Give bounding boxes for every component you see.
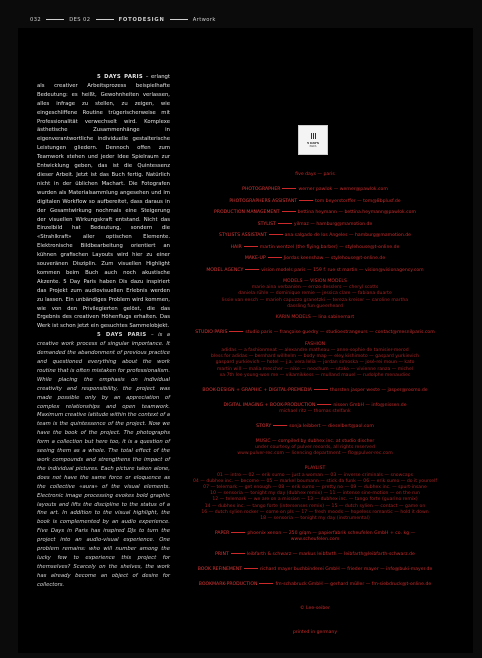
credit-line: [190, 582, 440, 588]
article-body-en: – is a creative work process of singular importance. It demanded the abandonment of previous practice and questioned everything about the work routine that is often mistaken for professionalism. While placing the emphasis on individual creativity and responsibility, the project was made possible only by an appreciation of complex relationships and open teamwork. Maximum creative latitude within the context of a team is the quintessence of the project. Now we have the book of the project. The photographs form a collection but here too, it is a question of seeing them as a whole. The total effect of the work compounds and strengthens the impact of the individual pictures. Each picture taken alone, does not have the same force or eloquence as the collective «aura» of the visual elements. Electronic image processing evokes bold graphic layouts and lifts the discipline to the status of a fine art. In addition to the visual highlight, the book is complemented by an audio experience. Five Days in Paris has inspired DJs to turn the project into an audio-visual experience. One problem remains: who will number among the lucky few to experience this project for themselves? Scarcely on the shelves, the work has already become an object of desire for collectors.: [37, 332, 170, 588]
credit-value: studio paris — françoise guedry — studioestrangeurs — contact@mesnilparis.com: [245, 330, 435, 336]
credit-rule: [268, 257, 282, 258]
credit-value: werner pawlok — werner@pawlok.com: [298, 187, 388, 192]
credit-subline: 14 — dubhex inc. — tango forte (intersenses remix) — 15 — dutch sylien — contact — game on: [204, 503, 426, 509]
credit-line: [190, 567, 440, 573]
credit-value: bettina heymann — bettina.heymann@pawlok.com: [297, 210, 416, 215]
subsection-label: Artwork: [192, 17, 216, 23]
credit-role: BOOK REFINEMENT: [197, 567, 243, 573]
credits-list: [190, 172, 440, 636]
credit-value: leibfarth & schwarz — markus leibfarth — leibfarth@leibfarth-schwarz.de: [246, 552, 415, 558]
article-lead-en: 5 DAYS PARIS: [97, 332, 147, 339]
credit-heading: © Lee-seiber: [300, 606, 330, 612]
credit-role: PHOTOGRAPHERS ASSISTANT: [229, 198, 298, 204]
spacer: [190, 573, 440, 582]
credit-rule: [282, 188, 296, 189]
credit-subline: gaspard yurkievich — hotel — j.a. vera lelia — jordan simoska — josé-rei moun — kato: [215, 360, 415, 366]
credit-subline: adidas — a fashionmeat — alexandre matheau — anne-sophie de tamisier-merod: [221, 348, 409, 354]
credit-rule: [244, 246, 258, 247]
credit-role: PAPER: [214, 531, 230, 537]
credit-role: HAIR: [230, 244, 242, 250]
credit-subline: www.pulver-rec.com — licencing department — flo@pulver-rec.com: [237, 451, 393, 457]
credit-role: BOOK-DESIGN + GRAPHIC + DIGITAL-PREMEDIA: [202, 387, 312, 393]
credits-title: five days — paris: [295, 172, 335, 177]
credit-value: phoenix xenon — 250 g/qm — papierfabrik scheufelen GmbH + co. kg — www.scheufelen.com: [247, 531, 416, 543]
credit-role: STUDIO PARIS: [195, 330, 228, 336]
credit-value: yilmaz — hamburg@mamotion.de: [293, 221, 373, 227]
credit-rule: [245, 269, 259, 270]
spacer: [190, 394, 440, 403]
spacer: [190, 415, 440, 424]
credit-line: [190, 233, 440, 239]
credit-line: [190, 388, 440, 394]
credit-heading: printed in germany: [292, 629, 338, 635]
spacer: [190, 178, 440, 187]
credit-rule: [282, 211, 296, 212]
spacer: [190, 558, 440, 567]
article-body-de: – erlangt als creativer Arbeitsprozess beispielhafte Bedeutung: es heißt, Gewohnheiten verlassen, alles infrage zu stellen, zu zeigen, wie eingeschliffene Routine trügerischerweise mit Professionalität verwechselt wird. Komplexe ästhetische Zusammenhänge in eigenverantwortliche individuelle gestalterische Leistungen gliedern. Dennoch offen zum Teamwork stehen und jeder Idee Spielraum zur Entwicklung geben, das ist die Quintessenz dieser Arbeit. Jetzt ist das Buch fertig. Natürlich nicht in der üblichen Machart. Die Fotografen wurden als Materialsammlung angesehen und im digitalen Workflow so aufbereitet, dass daraus in der Gesamtwirkung nochmals eine Steigerung der visuellen Wirkungskraft entstand. Nicht das Einzelbild hat Bedeutung, sondern die «Strahlkraft» aller optischen Elemente. Elektronische Bildbearbeitung orientiert an kühnen grafischen Layouts wird hier zu einer souveränen Disziplin. Zum visuellen Highlight kommen beim Buch auch noch akustische Akzente. 5 Day Paris haben Dis dazu inspiriert das Projekt zum audiovisuellen Erlebnis werden zu lassen. Ein unbändiges Problem wird kommen, wie von den Privilegierten gelöst, die das Ergebnis des creativen Höhenflugs erhalten. Das Werk ist schon jetzt ein gesuchtes Sammelobjekt.: [37, 74, 170, 330]
credit-value: nissen GmbH — info@nissen.de: [333, 402, 407, 408]
credit-role: MAKE-UP: [244, 256, 266, 261]
credit-subline: marie aina verbanien — ernzo desslers — cheryl scotts: [251, 285, 379, 291]
credit-value: vision models paris — 159 f. rue st martin — vision@visionagency.com: [261, 267, 424, 273]
credit-value: tom beyerstorffer — tom@8bplusf.de: [315, 198, 401, 204]
credit-subline: michael ritz — thomas stelfank: [279, 409, 351, 415]
credit-line: [190, 552, 440, 558]
credit-rule: [269, 234, 283, 235]
credit-subline: 16 — dutch sylien rocker — come on pls — 17 — fresh moods — hopeless romantic — hold it down: [201, 509, 429, 515]
credit-value: fm-schabruck GmbH — gerhard müller — fm-siebdruck@t-online.de: [275, 582, 432, 588]
credit-value: thorsten jasper weste — jasper@rosmo.de: [329, 387, 428, 393]
credit-subline: martin will — malia meccher — nike — neochum — utako — vivienne ranza — michel: [216, 366, 414, 372]
credit-rule: [231, 553, 245, 554]
spacer: [190, 612, 440, 621]
article-english: [37, 331, 170, 589]
credit-role: BOOKMARK-PRODUCTION: [198, 582, 258, 588]
article-column: [37, 73, 170, 590]
credit-rule: [244, 568, 258, 569]
credit-heading: PLAYLIST: [304, 466, 326, 472]
credit-value: ana salgado de los Angeles — hamburg@mamotion.de: [284, 233, 411, 238]
book-cover-thumbnail: [298, 125, 328, 155]
header-rule: [96, 19, 114, 20]
credit-subline: 04 — dubhex inc. — become — 05 — markel boumann — stick da funk — 06 — erik sumo — do it yourself: [192, 478, 438, 484]
credit-subline: bless for adidas — bernhard willhelm — body map — eley kishimoto — gaspard yurkievich: [211, 354, 419, 360]
credit-role: DIGITAL IMAGING + BOOK-PRODUCTION: [223, 402, 316, 408]
credit-line: [190, 268, 440, 274]
header-rule: [170, 19, 188, 20]
credit-role: STORY: [256, 424, 272, 430]
credit-value: martin wentzel (the flying barber) — stylehouse@t-online.de: [259, 244, 400, 250]
credit-subline: under courtesy of pulver records, all rights reserved: [255, 445, 375, 451]
credit-subline: 01 — intro — 02 — erik sumo — just a woman — 03 — inverse criminals — snowcaps: [217, 472, 413, 478]
article-lead-de: 5 DAYS PARIS: [97, 74, 143, 80]
spacer: [190, 543, 440, 552]
credit-role: PRODUCTION MANAGEMENT: [214, 210, 280, 215]
credit-subline: xa 7th lee young-won me — vikamikkess — mulland mauel — rudolphe menaudiec: [219, 372, 411, 378]
credit-heading: MODELS — VISION MODELS: [283, 279, 347, 284]
credit-line: [190, 531, 440, 543]
credit-rule: [299, 200, 313, 201]
spacer: [190, 588, 440, 597]
credit-rule: [314, 389, 328, 390]
article-german: [37, 73, 170, 331]
credit-line: [190, 330, 440, 336]
section-label: FOTODESIGN: [118, 17, 165, 23]
header-rule: [46, 19, 64, 20]
issue-label: DES 02: [69, 17, 91, 23]
credit-rule: [231, 532, 245, 533]
credit-subline: 07 — telemark — get enough — 08 — erik sumo — pretty no — 09 — dubhex inc. — spurt-insane: [203, 485, 427, 491]
credit-role: PRINT: [215, 552, 229, 558]
page-header: [30, 17, 216, 23]
credit-role: STYLISTS ASSISTANT: [219, 233, 267, 238]
credit-subline: dassling fun gueerheard: [287, 303, 343, 309]
credit-rule: [273, 425, 287, 426]
spacer: [190, 597, 440, 606]
credit-rule: [317, 404, 331, 405]
credit-line: [190, 210, 440, 216]
credit-subline: 18 — sensoria — tonight my day (instrumental): [260, 516, 370, 522]
credit-heading: KARIN MODELS — lina sabinemart: [275, 315, 355, 321]
spacer: [190, 621, 440, 630]
spacer: [190, 322, 440, 331]
credit-role: MODEL AGENCY: [206, 267, 244, 273]
credit-rule: [259, 583, 273, 584]
credit-value: Jiordas keenshaw — stylehouse@t-online.de: [283, 256, 386, 261]
credit-value: sonja leibbert — dieselbert@aol.com: [289, 424, 374, 430]
credit-subline: 12 — telemark — we are on a mission — 13 — dubhex inc. — tango forte (guarino remix): [212, 497, 418, 503]
credit-heading: FASHION: [304, 341, 326, 347]
credit-role: STYLIST: [257, 221, 276, 227]
credit-rule: [229, 331, 243, 332]
credit-heading: MUSIC — compiled by dubhex inc. at studio discher: [255, 439, 375, 445]
barcode-icon: [311, 133, 317, 139]
book-subtitle: PARIS: [309, 145, 317, 148]
spacer: [190, 430, 440, 439]
credit-rule: [278, 223, 292, 224]
book-title: 5 DAYS: [307, 141, 319, 145]
page-number: 032: [30, 17, 42, 23]
credit-subline: 10 — sensoria — tonight my day (dubhex remix) — 11 — intense sine-motion — on the run: [210, 491, 420, 497]
credit-subline: lissie van eesch — marieh capuzzo granetzki — tereza kreiser — caroline martha: [221, 297, 409, 303]
credit-role: PHOTOGRAPHER: [242, 187, 281, 192]
spacer: [190, 379, 440, 388]
spacer: [190, 522, 440, 531]
credit-value: richard mayer buchbinderei GmbH — frieder mayer — info@buki-mayer.de: [260, 567, 433, 573]
credit-subline: daniela rühle — dominique remie — jessica clare — fabiana duarte: [238, 291, 392, 297]
